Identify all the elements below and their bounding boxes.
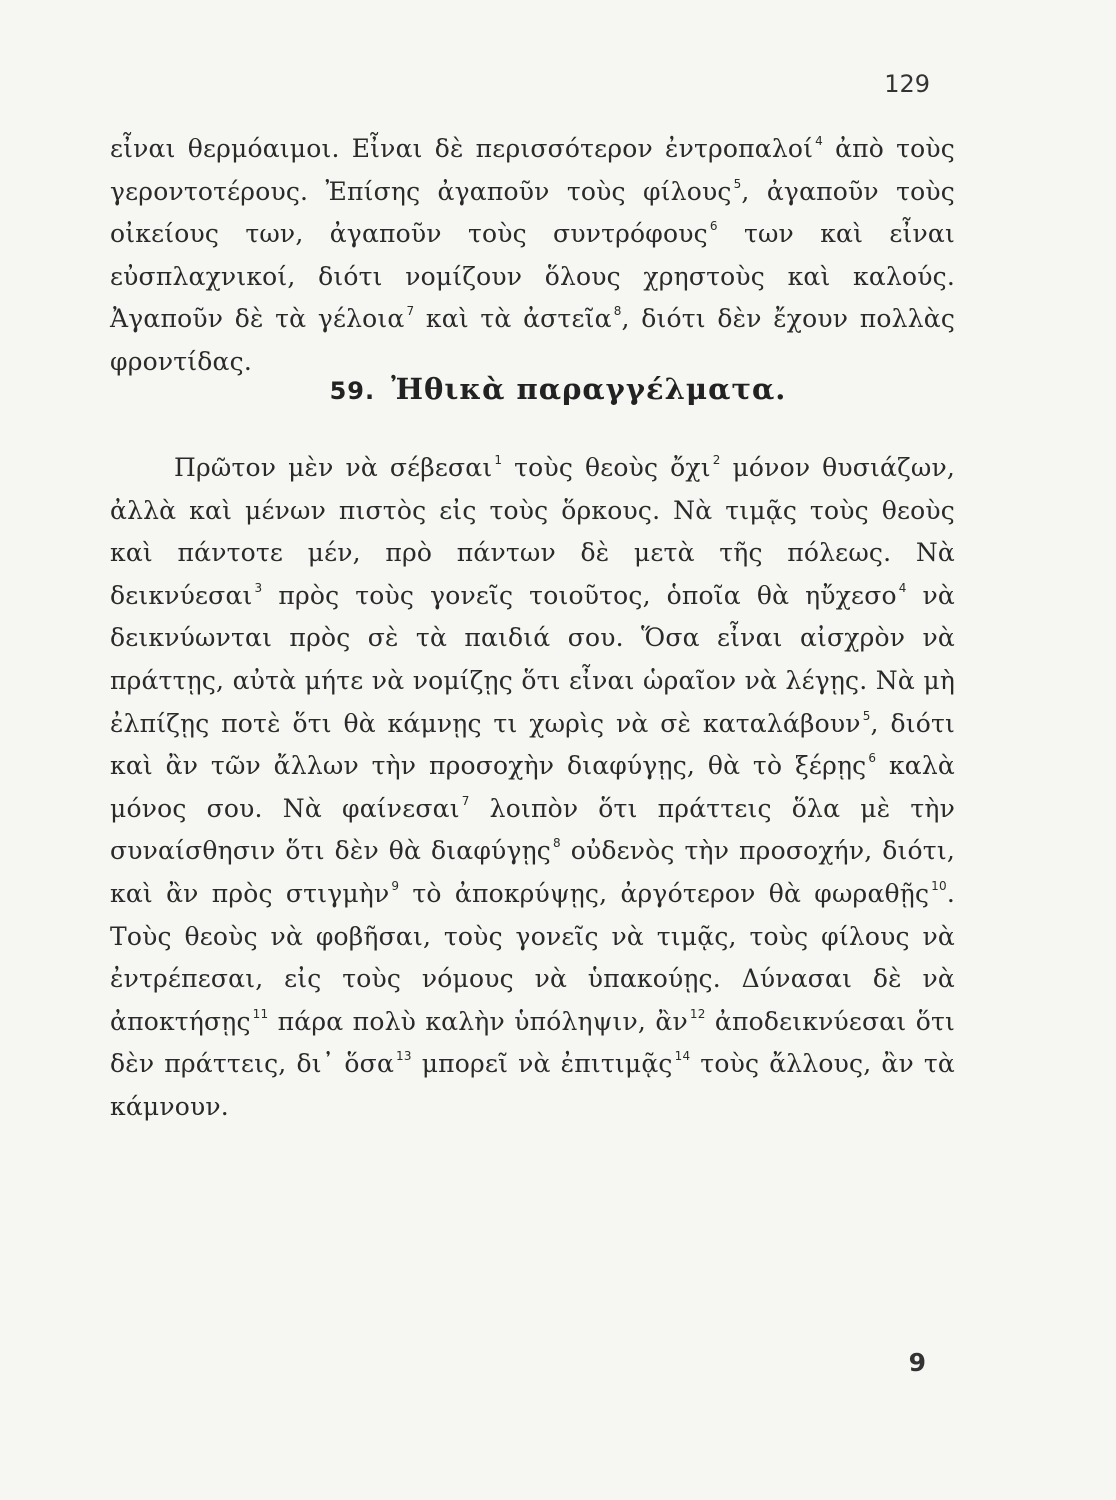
text-run: καὶ τὰ ἀστεῖα xyxy=(414,304,612,334)
footnote-marker: 14 xyxy=(674,1049,691,1064)
paragraph-1 xyxy=(110,128,955,384)
footnote-marker: 7 xyxy=(461,793,470,808)
footnote-marker: 2 xyxy=(712,453,721,467)
page-number: 129 xyxy=(884,70,930,98)
footnote-marker: 8 xyxy=(613,304,622,319)
text-run: πρὸς τοὺς γονεῖς τοιοῦτος, ὁποῖα θὰ ηὔχεσο xyxy=(262,580,897,610)
text-run: τοὺς ἄλλους, ἂν τὰ κάμνουν. xyxy=(110,1049,955,1121)
section-title: Ἠθικὰ παραγγέλματα. xyxy=(391,372,787,406)
text-run: μόνον θυσιάζων, ἀλλὰ καὶ μένων πιστὸς εἰς τοὺς ὅρκους. Νὰ τιμᾷς τοὺς θεοὺς καὶ πάντοτε μέν, πρὸ πάντων δὲ μετὰ τῆς πόλεως. Νὰ δεικνύεσαι xyxy=(110,453,956,610)
footnote-marker: 5 xyxy=(862,708,871,723)
text-run: ἀπὸ τοὺς γεροντοτέρους. Ἐπίσης ἀγαποῦν τοὺς φίλους xyxy=(110,134,956,206)
text-run: εἶναι θερμόαιμοι. Εἶναι δὲ περισσότερον ἐντροπαλοί xyxy=(110,134,814,163)
text-run: Πρῶτον μὲν νὰ σέβεσαι xyxy=(174,453,493,482)
text-run: , διότι δὲν ἔχουν πολλὰς φροντίδας. xyxy=(110,304,956,376)
footnote-marker: 6 xyxy=(709,219,718,234)
text-run: . Τοὺς θεοὺς νὰ φοβῆσαι, τοὺς γονεῖς νὰ τιμᾷς, τοὺς φίλους νὰ ἐντρέπεσαι, εἰς τοὺς νόμους νὰ ὑπακούῃς. Δύνασαι δὲ νὰ ἀποκτήσῃς xyxy=(110,878,955,1036)
section-number: 59. xyxy=(329,377,376,405)
footnote-marker: 9 xyxy=(391,878,400,893)
footnote-marker: 12 xyxy=(689,1006,706,1021)
text-run: πάρα πολὺ καλὴν ὑπόληψιν, ἂν xyxy=(268,1006,688,1036)
text-run: καλὰ μόνος σου. Νὰ φαίνεσαι xyxy=(110,751,955,823)
footnote-marker: 5 xyxy=(733,176,742,191)
footnote-marker: 3 xyxy=(254,580,263,595)
text-run: ἀποδεικνύεσαι ὅτι δὲν πράττεις, δι᾽ ὅσα xyxy=(110,1006,955,1079)
paragraph-2 xyxy=(110,447,955,1129)
footnote-marker: 1 xyxy=(494,453,503,467)
footnote-marker: 13 xyxy=(396,1049,412,1064)
text-run: οὐδενὸς τὴν προσοχήν, διότι, καὶ ἂν πρὸς στιγμὴν xyxy=(110,836,955,908)
text-run: των καὶ εἶναι εὐσπλαχνικοί, διότι νομίζουν ὅλους χρηστοὺς καὶ καλούς. Ἀγαποῦν δὲ τὰ γέλοια xyxy=(110,219,955,334)
section-heading xyxy=(0,372,1116,406)
text-run: , διότι καὶ ἂν τῶν ἄλλων τὴν προσοχὴν διαφύγῃς, θὰ τὸ ξέρῃς xyxy=(110,708,955,781)
footnote-marker: 11 xyxy=(252,1006,269,1021)
text-run: τοὺς θεοὺς ὄχι xyxy=(502,453,711,482)
footnote-marker: 10 xyxy=(931,878,947,893)
text-run: , ἀγαποῦν τοὺς οἰκείους των, ἀγαποῦν τοὺς συντρόφους xyxy=(110,176,955,249)
footnote-marker: 6 xyxy=(868,751,877,766)
signature-mark: 9 xyxy=(908,1348,926,1377)
text-run: τὸ ἀποκρύψῃς, ἀργότερον θὰ φωραθῇς xyxy=(399,878,930,908)
footnote-marker: 4 xyxy=(898,580,907,595)
footnote-marker: 4 xyxy=(815,134,823,148)
footnote-marker: 8 xyxy=(552,836,561,851)
text-run: λοιπὸν ὅτι πράττεις ὅλα μὲ τὴν συναίσθησιν ὅτι δὲν θὰ διαφύγῃς xyxy=(110,793,955,866)
text-run: μπορεῖ νὰ ἐπιτιμᾷς xyxy=(411,1049,673,1079)
text-run: νὰ δεικνύωνται πρὸς σὲ τὰ παιδιά σου. Ὅσα εἶναι αἰσχρὸν νὰ πράττῃς, αὐτὰ μήτε νὰ νομίζῃς ὅτι εἶναι ὡραῖον νὰ λέγῃς. Νὰ μὴ ἐλπίζῃς ποτὲ ὅτι θὰ κάμνῃς τι χωρὶς νὰ σὲ καταλάβουν xyxy=(110,580,955,738)
footnote-marker: 7 xyxy=(406,304,415,319)
